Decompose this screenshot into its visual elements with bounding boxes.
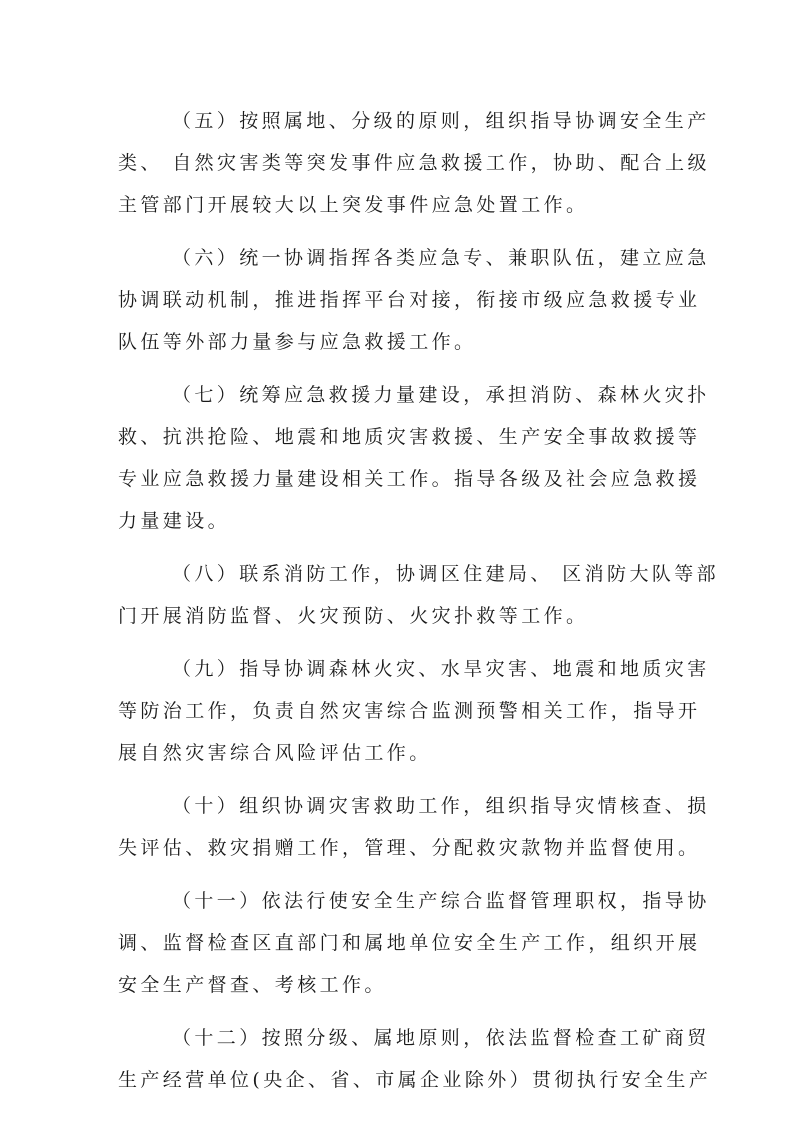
text-line: （十）组织协调灾害救助工作，组织指导灾情核查、损: [172, 795, 710, 817]
paragraph-9: [118, 648, 710, 774]
text-line: 专业应急救援力量建设相关工作。指导各级及社会应急救援: [118, 468, 701, 490]
text-line: （七）统筹应急救援力量建设，承担消防、森林火灾扑: [172, 384, 710, 406]
paragraph-10: [118, 785, 710, 869]
text-line: 生产经营单位(央企、省、市属企业除外）贯彻执行安全生产: [118, 1069, 712, 1091]
paragraph-5: [118, 100, 710, 226]
text-line: 类、 自然灾害类等突发事件应急救援工作，协助、配合上级: [118, 152, 710, 174]
text-line: 救、抗洪抢险、地震和地质灾害救援、生产安全事故救援等: [118, 426, 701, 448]
text-line: （六）统一协调指挥各类应急专、兼职队伍，建立应急: [172, 247, 710, 269]
text-line: 失评估、救灾捐赠工作，管理、分配救灾款物并监督使用。: [118, 837, 701, 859]
paragraph-6: [118, 237, 710, 363]
text-line: 等防治工作，负责自然灾害综合监测预警相关工作，指导开: [118, 700, 701, 722]
text-line: 主管部门开展较大以上突发事件应急处置工作。: [118, 194, 589, 216]
text-line: （九）指导协调森林火灾、水旱灾害、地震和地质灾害: [172, 658, 710, 680]
text-line: （十一）依法行使安全生产综合监督管理职权，指导协: [172, 890, 710, 912]
paragraph-8: [118, 553, 720, 637]
text-line: 队伍等外部力量参与应急救援工作。: [118, 331, 477, 353]
text-line: 门开展消防监督、火灾预防、火灾扑救等工作。: [118, 605, 589, 627]
paragraph-12: [118, 1017, 712, 1101]
text-line: 展自然灾害综合风险评估工作。: [118, 742, 432, 764]
text-line: （五）按照属地、分级的原则，组织指导协调安全生产: [172, 110, 710, 132]
text-line: 调、监督检查区直部门和属地单位安全生产工作，组织开展: [118, 932, 701, 954]
text-line: 协调联动机制，推进指挥平台对接，衔接市级应急救援专业: [118, 289, 701, 311]
text-line: 力量建设。: [118, 510, 231, 532]
paragraph-7: [118, 374, 710, 542]
text-line: （十二）按照分级、属地原则，依法监督检查工矿商贸: [172, 1027, 710, 1049]
text-line: 安全生产督查、考核工作。: [118, 974, 387, 996]
paragraph-11: [118, 880, 710, 1006]
document-body: [118, 100, 720, 1112]
text-line: （八）联系消防工作，协调区住建局、 区消防大队等部: [172, 563, 720, 585]
